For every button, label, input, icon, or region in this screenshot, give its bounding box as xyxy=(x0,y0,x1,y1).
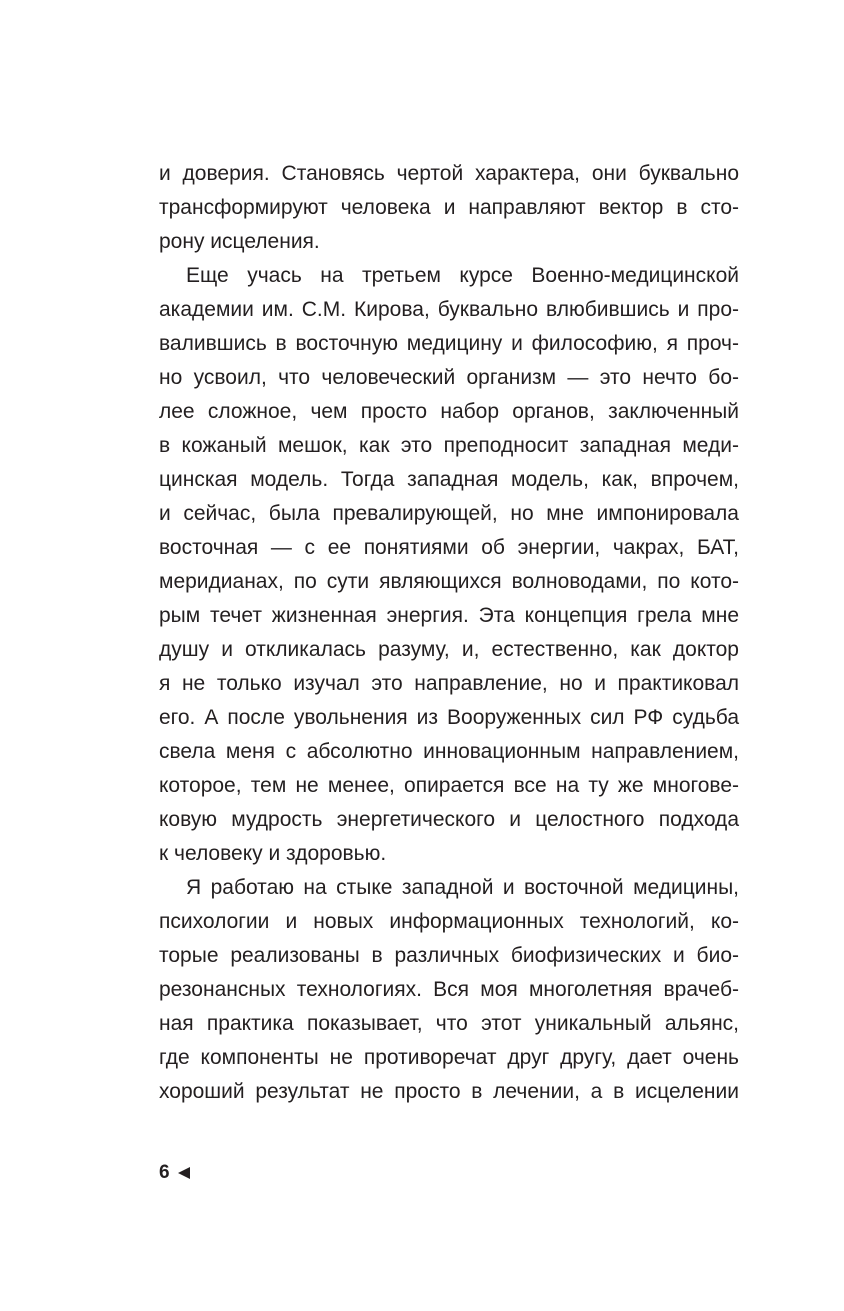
text-line: ная практика показывает, что этот уникальный альянс, xyxy=(159,1012,739,1035)
text-line: цинская модель. Тогда западная модель, как, впрочем, xyxy=(159,468,739,491)
text-line: психологии и новых информационных технологий, ко- xyxy=(159,910,739,933)
page-footer xyxy=(159,1160,190,1186)
text-line: в кожаный мешок, как это преподносит западная меди- xyxy=(159,434,739,457)
text-line: но усвоил, что человеческий организм — это нечто бо- xyxy=(159,366,739,389)
text-line: я не только изучал это направление, но и практиковал xyxy=(159,672,739,695)
text-line: трансформируют человека и направляют вектор в сто- xyxy=(159,196,739,219)
text-line: где компоненты не противоречат друг другу, дает очень xyxy=(159,1046,739,1069)
text-line: торые реализованы в различных биофизических и био- xyxy=(159,944,739,967)
page-number: 6 xyxy=(159,1162,170,1183)
text-line: хороший результат не просто в лечении, а в исцелении xyxy=(159,1080,739,1103)
text-line: и доверия. Становясь чертой характера, они буквально xyxy=(159,162,739,185)
text-line: валившись в восточную медицину и философию, я проч- xyxy=(159,332,739,355)
text-line: Я работаю на стыке западной и восточной медицины, xyxy=(186,876,739,899)
text-line: душу и откликалась разуму, и, естественно, как доктор xyxy=(159,638,739,661)
text-line: ковую мудрость энергетического и целостного подхода xyxy=(159,808,739,831)
text-line: резонансных технологиях. Вся моя многолетняя врачеб- xyxy=(159,978,739,1001)
text-line: академии им. С.М. Кирова, буквально влюбившись и про- xyxy=(159,298,739,321)
text-line: рону исцеления. xyxy=(159,230,320,253)
body-text xyxy=(159,157,739,1109)
text-line: лее сложное, чем просто набор органов, заключенный xyxy=(159,400,739,423)
left-triangle-icon xyxy=(178,1167,190,1179)
text-line: к человеку и здоровью. xyxy=(159,842,387,865)
text-line: восточная — с ее понятиями об энергии, чакрах, БАТ, xyxy=(159,536,739,559)
text-line: рым течет жизненная энергия. Эта концепция грела мне xyxy=(159,604,739,627)
text-line: Еще учась на третьем курсе Военно-медицинской xyxy=(186,264,739,287)
text-line: и сейчас, была превалирующей, но мне импонировала xyxy=(159,502,739,525)
text-line: которое, тем не менее, опирается все на ту же многове- xyxy=(159,774,739,797)
text-line: меридианах, по сути являющихся волноводами, по кото- xyxy=(159,570,739,593)
text-line: его. А после увольнения из Вооруженных сил РФ судьба xyxy=(159,706,739,729)
text-line: свела меня с абсолютно инновационным направлением, xyxy=(159,740,739,763)
